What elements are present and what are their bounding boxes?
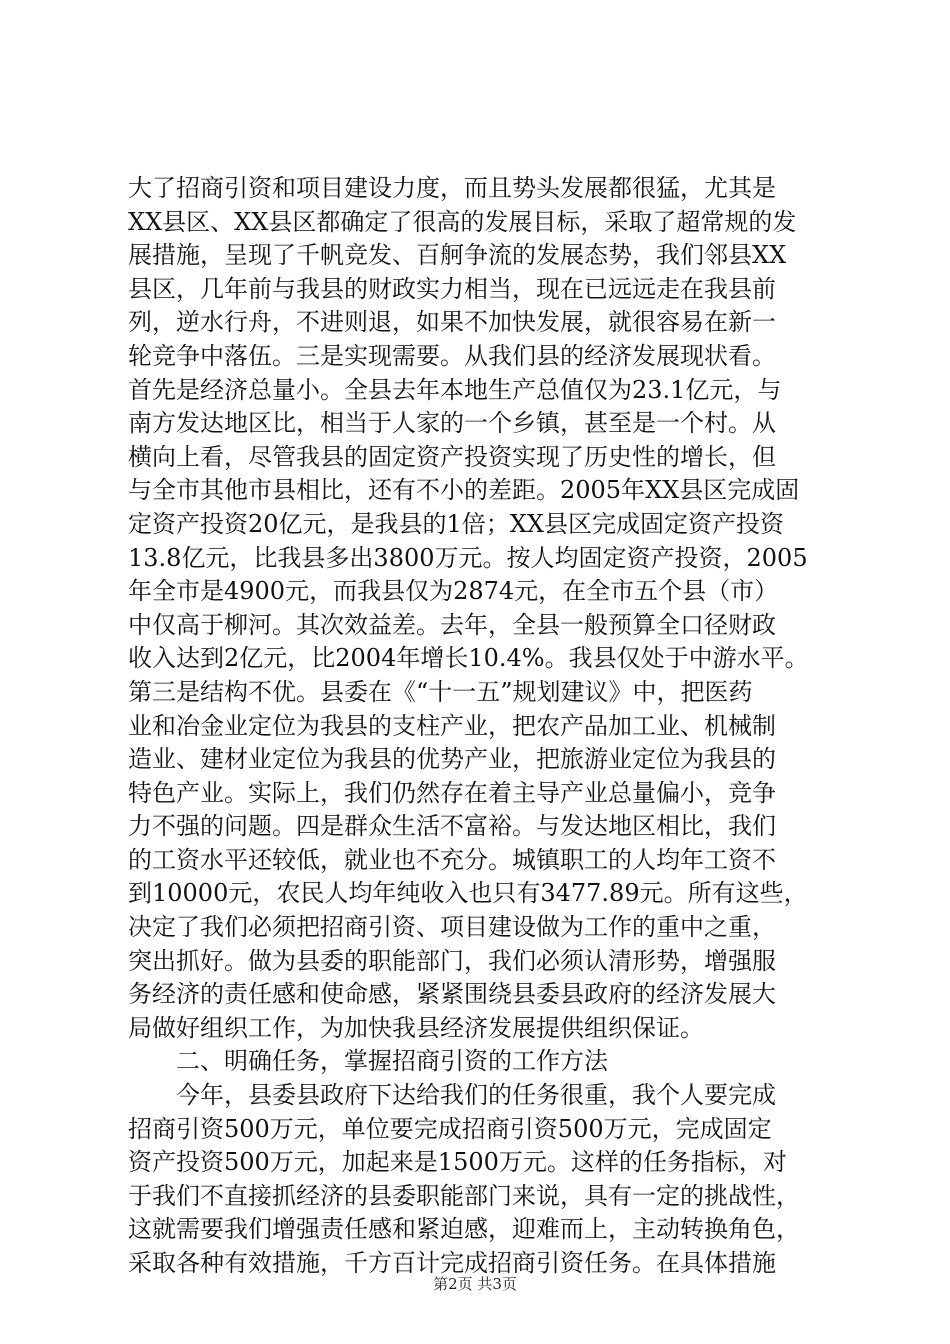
text-line: 突出抓好。做为县委的职能部门，我们必须认清形势，增强服 (128, 946, 776, 975)
text-line: 南方发达地区比，相当于人家的一个乡镇，甚至是一个村。从 (128, 409, 776, 438)
text-line: 第三是结构不优。县委在《“十一五”规划建议》中，把医药 (128, 677, 753, 706)
text-line: 采取各种有效措施，千方百计完成招商引资任务。在具体措施 (128, 1249, 776, 1277)
text-line: 决定了我们必须把招商引资、项目建设做为工作的重中之重， (128, 913, 776, 942)
text-line: 力不强的问题。四是群众生活不富裕。与发达地区相比，我们 (128, 812, 776, 841)
text-line: 务经济的责任感和使命感，紧紧围绕县委县政府的经济发展大 (128, 980, 776, 1009)
text-line: 于我们不直接抓经济的县委职能部门来说，具有一定的挑战性， (128, 1181, 800, 1210)
text-line: 13.8亿元，比我县多出3800万元。按人均固定资产投资，2005 (128, 543, 808, 572)
page-number-footer: 第2页 共3页 (433, 1275, 517, 1293)
text-line: 轮竞争中落伍。三是实现需要。从我们县的经济发展现状看。 (128, 341, 776, 370)
text-line: 年全市是4900元，而我县仅为2874元，在全市五个县（市） (128, 577, 779, 606)
text-line: 收入达到2亿元，比2004年增长10.4%。我县仅处于中游水平。 (128, 644, 809, 673)
text-line: 定资产投资20亿元，是我县的1倍；XX县区完成固定资产投资 (128, 509, 784, 538)
text-line: XX县区、XX县区都确定了很高的发展目标，采取了超常规的发 (128, 207, 797, 236)
document-body (128, 172, 828, 1281)
text-line: 局做好组织工作，为加快我县经济发展提供组织保证。 (128, 1013, 704, 1042)
text-line: 展措施，呈现了千帆竞发、百舸争流的发展态势，我们邻县XX (128, 241, 787, 270)
text-line: 这就需要我们增强责任感和紧迫感，迎难而上，主动转换角色， (128, 1215, 800, 1244)
text-line: 中仅高于柳河。其次效益差。去年，全县一般预算全口径财政 (128, 610, 776, 639)
text-line: 横向上看，尽管我县的固定资产投资实现了历史性的增长，但 (128, 442, 776, 471)
section-heading: 二、明确任务，掌握招商引资的工作方法 (176, 1047, 608, 1076)
text-line: 首先是经济总量小。全县去年本地生产总值仅为23.1亿元，与 (128, 375, 782, 404)
text-line: 业和冶金业定位为我县的支柱产业，把农产品加工业、机械制 (128, 711, 776, 740)
text-line: 列，逆水行舟，不进则退，如果不加快发展，就很容易在新一 (128, 308, 776, 337)
text-line: 今年，县委县政府下达给我们的任务很重，我个人要完成 (176, 1081, 776, 1110)
text-line: 县区，几年前与我县的财政实力相当，现在已远远走在我县前 (128, 274, 776, 303)
text-line: 造业、建材业定位为我县的优势产业，把旅游业定位为我县的 (128, 745, 776, 774)
text-line: 特色产业。实际上，我们仍然存在着主导产业总量偏小，竞争 (128, 778, 776, 807)
text-line: 到10000元，农民人均年纯收入也只有3477.89元。所有这些， (128, 879, 808, 908)
text-line: 招商引资500万元，单位要完成招商引资500万元，完成固定 (128, 1114, 772, 1143)
text-line: 与全市其他市县相比，还有不小的差距。2005年XX县区完成固 (128, 476, 800, 505)
text-line: 大了招商引资和项目建设力度，而且势头发展都很猛，尤其是 (128, 174, 776, 202)
text-line: 资产投资500万元，加起来是1500万元。这样的任务指标，对 (128, 1148, 787, 1177)
text-line: 的工资水平还较低，就业也不充分。城镇职工的人均年工资不 (128, 845, 776, 874)
